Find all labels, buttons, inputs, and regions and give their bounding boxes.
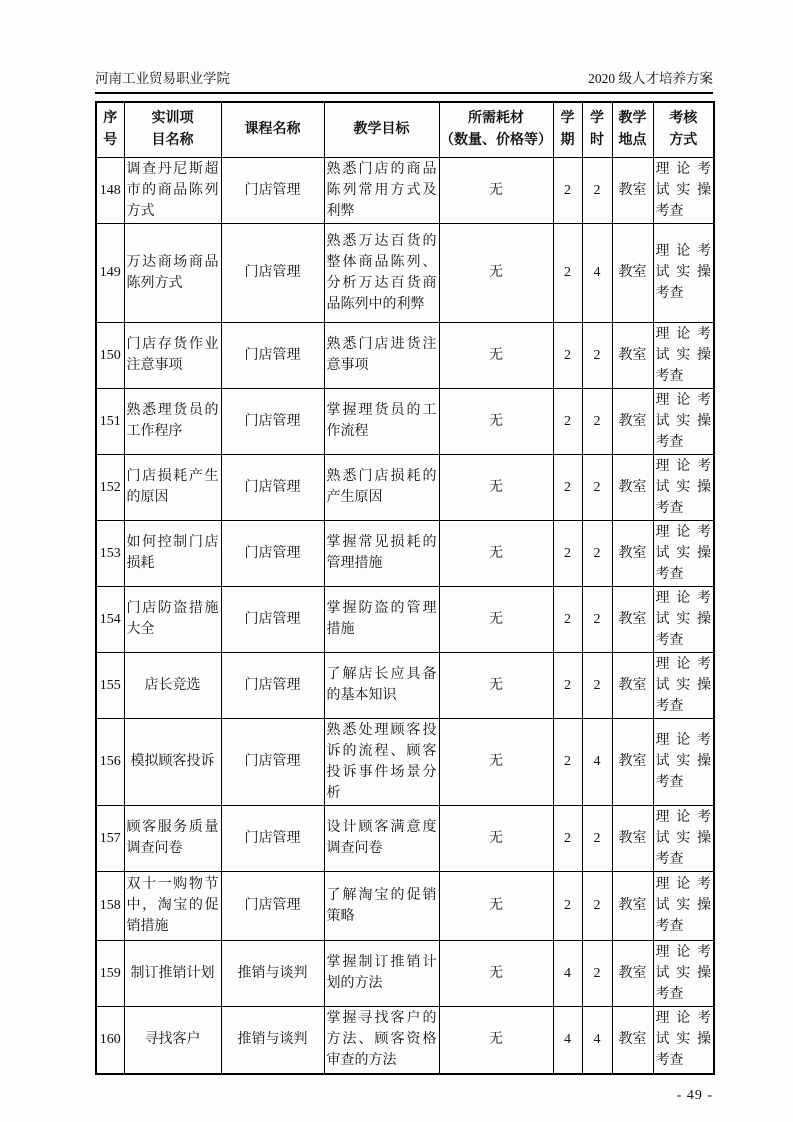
cell-project-name: 门店损耗产生的原因 bbox=[124, 454, 221, 520]
cell-no: 156 bbox=[96, 718, 124, 805]
cell-materials: 无 bbox=[439, 871, 553, 940]
cell-project-name: 寻找客户 bbox=[124, 1006, 221, 1074]
cell-course: 推销与谈判 bbox=[221, 1006, 324, 1074]
cell-course: 门店管理 bbox=[221, 718, 324, 805]
doc-header-plan-title: 2020 级人才培养方案 bbox=[588, 71, 713, 86]
cell-no: 153 bbox=[96, 520, 124, 586]
cell-location: 教室 bbox=[612, 805, 653, 871]
table-row bbox=[96, 388, 714, 454]
cell-assessment: 理论考试实操考查 bbox=[653, 652, 714, 718]
cell-hours: 2 bbox=[582, 520, 612, 586]
cell-semester: 2 bbox=[553, 157, 582, 223]
cell-location: 教室 bbox=[612, 871, 653, 940]
document-content bbox=[95, 0, 713, 1104]
cell-materials: 无 bbox=[439, 322, 553, 388]
cell-assessment: 理论考试实操考查 bbox=[653, 940, 714, 1006]
cell-goal: 掌握寻找客户的方法、顾客资格审查的方法 bbox=[324, 1006, 439, 1074]
cell-project-name: 门店防盗措施大全 bbox=[124, 586, 221, 652]
table-row bbox=[96, 322, 714, 388]
cell-no: 148 bbox=[96, 157, 124, 223]
cell-hours: 2 bbox=[582, 940, 612, 1006]
table-row bbox=[96, 805, 714, 871]
page-number: - 49 - bbox=[676, 1088, 713, 1103]
cell-hours: 2 bbox=[582, 871, 612, 940]
cell-no: 149 bbox=[96, 223, 124, 322]
cell-goal: 熟悉门店进货注意事项 bbox=[324, 322, 439, 388]
cell-no: 157 bbox=[96, 805, 124, 871]
cell-project-name: 万达商场商品陈列方式 bbox=[124, 223, 221, 322]
table-row bbox=[96, 223, 714, 322]
cell-goal: 熟悉处理顾客投诉的流程、顾客投诉事件场景分析 bbox=[324, 718, 439, 805]
header-rule bbox=[95, 92, 713, 94]
table-header-row bbox=[96, 102, 714, 157]
col-header-assessment: 考核 方式 bbox=[653, 102, 714, 157]
table-row bbox=[96, 652, 714, 718]
cell-materials: 无 bbox=[439, 223, 553, 322]
col-header-hours: 学 时 bbox=[582, 102, 612, 157]
cell-assessment: 理论考试实操考查 bbox=[653, 1006, 714, 1074]
cell-semester: 2 bbox=[553, 388, 582, 454]
cell-location: 教室 bbox=[612, 652, 653, 718]
cell-assessment: 理论考试实操考查 bbox=[653, 586, 714, 652]
col-header-no: 序 号 bbox=[96, 102, 124, 157]
cell-location: 教室 bbox=[612, 223, 653, 322]
cell-location: 教室 bbox=[612, 388, 653, 454]
cell-materials: 无 bbox=[439, 157, 553, 223]
cell-semester: 2 bbox=[553, 454, 582, 520]
cell-location: 教室 bbox=[612, 586, 653, 652]
table-row bbox=[96, 940, 714, 1006]
cell-semester: 2 bbox=[553, 586, 582, 652]
cell-course: 门店管理 bbox=[221, 322, 324, 388]
cell-no: 150 bbox=[96, 322, 124, 388]
cell-hours: 2 bbox=[582, 454, 612, 520]
cell-location: 教室 bbox=[612, 718, 653, 805]
cell-materials: 无 bbox=[439, 940, 553, 1006]
cell-semester: 4 bbox=[553, 1006, 582, 1074]
cell-goal: 熟悉万达百货的整体商品陈列、分析万达百货商品陈列中的利弊 bbox=[324, 223, 439, 322]
cell-assessment: 理论考试实操考查 bbox=[653, 157, 714, 223]
cell-semester: 2 bbox=[553, 223, 582, 322]
cell-goal: 掌握常见损耗的管理措施 bbox=[324, 520, 439, 586]
cell-course: 门店管理 bbox=[221, 805, 324, 871]
cell-no: 154 bbox=[96, 586, 124, 652]
table-row bbox=[96, 718, 714, 805]
cell-hours: 4 bbox=[582, 223, 612, 322]
cell-assessment: 理论考试实操考查 bbox=[653, 223, 714, 322]
doc-header bbox=[95, 71, 713, 92]
col-header-location: 教学 地点 bbox=[612, 102, 653, 157]
cell-semester: 2 bbox=[553, 871, 582, 940]
table-row bbox=[96, 520, 714, 586]
cell-course: 门店管理 bbox=[221, 520, 324, 586]
col-header-materials: 所需耗材 （数量、价格等） bbox=[439, 102, 553, 157]
col-header-goal: 教学目标 bbox=[324, 102, 439, 157]
cell-hours: 4 bbox=[582, 1006, 612, 1074]
cell-goal: 掌握理货员的工作流程 bbox=[324, 388, 439, 454]
cell-materials: 无 bbox=[439, 388, 553, 454]
cell-hours: 4 bbox=[582, 718, 612, 805]
cell-hours: 2 bbox=[582, 586, 612, 652]
cell-goal: 掌握防盗的管理措施 bbox=[324, 586, 439, 652]
cell-goal: 熟悉门店损耗的产生原因 bbox=[324, 454, 439, 520]
cell-semester: 2 bbox=[553, 520, 582, 586]
table-row bbox=[96, 157, 714, 223]
cell-project-name: 熟悉理货员的工作程序 bbox=[124, 388, 221, 454]
cell-assessment: 理论考试实操考查 bbox=[653, 322, 714, 388]
cell-project-name: 店长竞选 bbox=[124, 652, 221, 718]
col-header-semester: 学 期 bbox=[553, 102, 582, 157]
cell-no: 151 bbox=[96, 388, 124, 454]
cell-hours: 2 bbox=[582, 322, 612, 388]
cell-no: 159 bbox=[96, 940, 124, 1006]
table-row bbox=[96, 1006, 714, 1074]
cell-course: 门店管理 bbox=[221, 652, 324, 718]
cell-location: 教室 bbox=[612, 157, 653, 223]
cell-hours: 2 bbox=[582, 157, 612, 223]
cell-course: 推销与谈判 bbox=[221, 940, 324, 1006]
cell-goal: 了解店长应具备的基本知识 bbox=[324, 652, 439, 718]
table-row bbox=[96, 871, 714, 940]
cell-materials: 无 bbox=[439, 454, 553, 520]
cell-semester: 2 bbox=[553, 718, 582, 805]
cell-project-name: 调查丹尼斯超市的商品陈列方式 bbox=[124, 157, 221, 223]
cell-assessment: 理论考试实操考查 bbox=[653, 718, 714, 805]
cell-project-name: 门店存货作业注意事项 bbox=[124, 322, 221, 388]
cell-no: 160 bbox=[96, 1006, 124, 1074]
cell-course: 门店管理 bbox=[221, 223, 324, 322]
cell-hours: 2 bbox=[582, 805, 612, 871]
cell-course: 门店管理 bbox=[221, 454, 324, 520]
cell-project-name: 顾客服务质量调查问卷 bbox=[124, 805, 221, 871]
training-projects-table bbox=[95, 101, 715, 1075]
cell-assessment: 理论考试实操考查 bbox=[653, 805, 714, 871]
cell-semester: 2 bbox=[553, 805, 582, 871]
cell-hours: 2 bbox=[582, 388, 612, 454]
cell-course: 门店管理 bbox=[221, 157, 324, 223]
cell-course: 门店管理 bbox=[221, 388, 324, 454]
cell-assessment: 理论考试实操考查 bbox=[653, 454, 714, 520]
cell-location: 教室 bbox=[612, 1006, 653, 1074]
cell-goal: 了解淘宝的促销策略 bbox=[324, 871, 439, 940]
cell-goal: 设计顾客满意度调查问卷 bbox=[324, 805, 439, 871]
table-row bbox=[96, 454, 714, 520]
cell-location: 教室 bbox=[612, 940, 653, 1006]
cell-materials: 无 bbox=[439, 805, 553, 871]
cell-location: 教室 bbox=[612, 322, 653, 388]
cell-semester: 2 bbox=[553, 652, 582, 718]
cell-location: 教室 bbox=[612, 454, 653, 520]
col-header-project: 实训项 目名称 bbox=[124, 102, 221, 157]
cell-project-name: 制订推销计划 bbox=[124, 940, 221, 1006]
cell-goal: 熟悉门店的商品陈列常用方式及利弊 bbox=[324, 157, 439, 223]
col-header-course: 课程名称 bbox=[221, 102, 324, 157]
cell-materials: 无 bbox=[439, 718, 553, 805]
cell-project-name: 模拟顾客投诉 bbox=[124, 718, 221, 805]
doc-header-school-name: 河南工业贸易职业学院 bbox=[95, 71, 230, 86]
cell-assessment: 理论考试实操考查 bbox=[653, 520, 714, 586]
cell-project-name: 双十一购物节中，淘宝的促销措施 bbox=[124, 871, 221, 940]
cell-course: 门店管理 bbox=[221, 586, 324, 652]
table-row bbox=[96, 586, 714, 652]
cell-assessment: 理论考试实操考查 bbox=[653, 388, 714, 454]
cell-materials: 无 bbox=[439, 520, 553, 586]
cell-project-name: 如何控制门店损耗 bbox=[124, 520, 221, 586]
cell-no: 155 bbox=[96, 652, 124, 718]
cell-hours: 2 bbox=[582, 652, 612, 718]
cell-materials: 无 bbox=[439, 652, 553, 718]
cell-materials: 无 bbox=[439, 1006, 553, 1074]
cell-assessment: 理论考试实操考查 bbox=[653, 871, 714, 940]
cell-no: 152 bbox=[96, 454, 124, 520]
cell-semester: 2 bbox=[553, 322, 582, 388]
cell-goal: 掌握制订推销计划的方法 bbox=[324, 940, 439, 1006]
cell-location: 教室 bbox=[612, 520, 653, 586]
cell-no: 158 bbox=[96, 871, 124, 940]
cell-semester: 4 bbox=[553, 940, 582, 1006]
cell-course: 门店管理 bbox=[221, 871, 324, 940]
cell-materials: 无 bbox=[439, 586, 553, 652]
